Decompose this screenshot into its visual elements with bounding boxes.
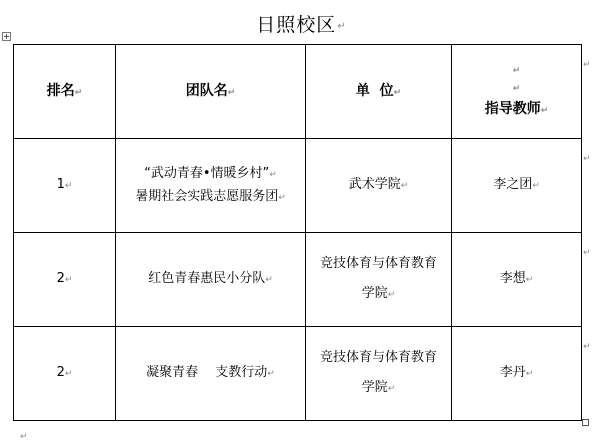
rank-cell[interactable]: [14, 139, 116, 233]
team-name-line: 红色青春惠民小分队: [148, 271, 266, 286]
paragraph-mark: ↵: [64, 181, 73, 191]
unit-value: 武术学院: [348, 177, 401, 192]
document-title: [0, 10, 603, 37]
table-row: [14, 327, 582, 421]
paragraph-mark: ↵: [525, 275, 534, 285]
unit-value-line: 竞技体育与体育教育: [319, 350, 437, 365]
unit-value-line: 竞技体育与体育教育: [319, 256, 437, 271]
team-cell[interactable]: [116, 327, 306, 421]
header-rank-label: 排名: [46, 82, 75, 99]
rank-value: 1: [56, 177, 65, 192]
row-end-mark: ↵: [583, 154, 591, 164]
paragraph-mark: ↵: [64, 275, 73, 285]
teacher-cell[interactable]: [452, 139, 582, 233]
unit-cell[interactable]: [306, 327, 452, 421]
paragraph-mark: ↵: [512, 65, 521, 76]
teacher-value: 李之团: [493, 177, 533, 192]
table-move-handle-icon[interactable]: [2, 32, 11, 41]
paragraph-mark: ↵: [393, 87, 402, 98]
unit-cell[interactable]: [306, 139, 452, 233]
row-end-mark: ↵: [583, 60, 591, 70]
header-rank[interactable]: [14, 45, 116, 139]
paragraph-mark: ↵: [278, 192, 286, 203]
paragraph-mark: ↵: [227, 87, 236, 98]
paragraph-mark: ↵: [74, 87, 83, 98]
header-unit[interactable]: [306, 45, 452, 139]
teacher-cell[interactable]: [452, 327, 582, 421]
header-row: [14, 45, 582, 139]
header-team-label: 团队名: [185, 82, 228, 99]
header-unit-label: 单 位: [355, 82, 394, 99]
paragraph-mark: ↵: [512, 83, 521, 94]
paragraph-mark: ↵: [267, 369, 275, 379]
paragraph-mark: ↵: [64, 369, 73, 379]
row-end-mark: ↵: [583, 248, 591, 258]
rank-cell[interactable]: [14, 327, 116, 421]
rank-cell[interactable]: [14, 233, 116, 327]
paragraph-mark: ↵: [525, 369, 534, 379]
paragraph-mark: ↵: [540, 105, 549, 116]
team-name-line: “武动青春•情暖乡村”: [144, 165, 270, 181]
paragraph-mark: ↵: [387, 290, 396, 300]
teacher-value: 李想: [499, 271, 526, 286]
row-end-mark: ↵: [583, 342, 591, 352]
unit-value-line: 学院: [361, 380, 388, 395]
table-resize-handle-icon[interactable]: [582, 419, 589, 426]
header-teacher[interactable]: [452, 45, 582, 139]
paragraph-mark: ↵: [532, 181, 540, 191]
table-row: [14, 139, 582, 233]
rank-value: 2: [56, 365, 65, 380]
table-row: [14, 233, 582, 327]
paragraph-mark: ↵: [20, 432, 28, 442]
team-name-line: 凝聚青春 支教行动: [146, 365, 268, 380]
paragraph-mark: ↵: [387, 384, 396, 394]
header-teacher-label: 指导教师: [484, 100, 541, 117]
title-text: 日照校区: [256, 14, 337, 36]
unit-cell[interactable]: [306, 233, 452, 327]
rank-value: 2: [56, 271, 65, 286]
ranking-table: [13, 44, 582, 421]
paragraph-mark: ↵: [337, 21, 347, 32]
header-team[interactable]: [116, 45, 306, 139]
teacher-cell[interactable]: [452, 233, 582, 327]
unit-value-line: 学院: [361, 286, 388, 301]
line-break-mark: ↵: [269, 169, 277, 180]
teacher-value: 李丹: [499, 365, 526, 380]
paragraph-mark: ↵: [265, 275, 273, 285]
team-name-line: 暑期社会实践志愿服务团: [135, 188, 279, 204]
team-cell[interactable]: [116, 233, 306, 327]
paragraph-mark: ↵: [400, 181, 409, 191]
team-cell[interactable]: [116, 139, 306, 233]
